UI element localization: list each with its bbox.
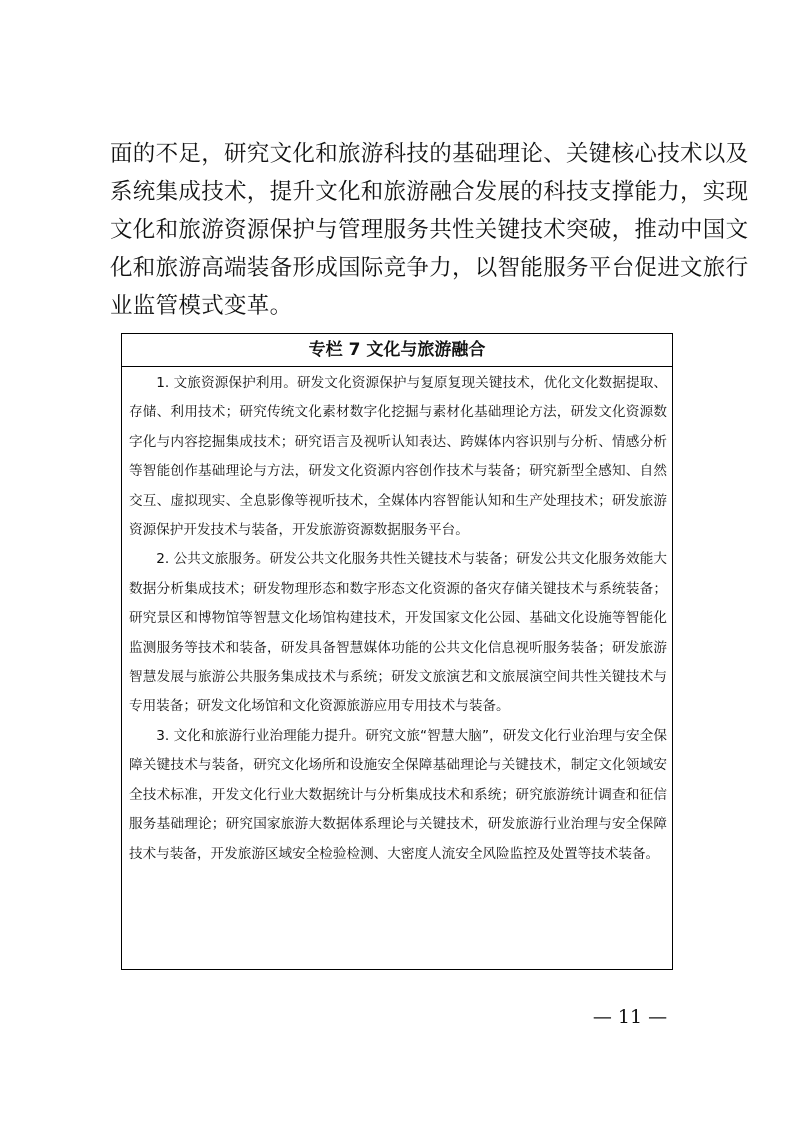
paragraph-line: 面的不足，研究文化和旅游科技的基础理论、关键核心技术以及 [110, 141, 749, 167]
box-title: 专栏 7 文化与旅游融合 [122, 334, 672, 367]
paragraph-line: 文化和旅游资源保护与管理服务共性关键技术突破，推动中国文 [110, 217, 749, 243]
paragraph-line: 系统集成技术，提升文化和旅游融合发展的科技支撑能力，实现 [110, 179, 749, 205]
paragraph-line: 化和旅游高端装备形成国际竞争力，以智能服务平台促进文旅行 [110, 255, 749, 281]
paragraph-line: 业监管模式变革。 [110, 293, 293, 319]
box-body [129, 369, 667, 869]
page-number: — 11 — [592, 1006, 668, 1028]
box-item: 2. 公共文旅服务。研发公共文化服务共性关键技术与装备；研发公共文化服务效能大数据分析集成技术；研发物理形态和数字形态文化资源的备灾存储关键技术与系统装备；研究景区和博物馆等智慧文化场馆构建技术，开发国家文化公园、基础文化设施等智能化监测服务等技术和装备，研发具备智慧媒体功能的公共文化信息视听服务装备；研发旅游智慧发展与旅游公共服务集成技术与系统；研发文旅演艺和文旅展演空间共性关键技术与专用装备；研发文化场馆和文化资源旅游应用专用技术与装备。 [129, 551, 667, 715]
box-item: 3. 文化和旅游行业治理能力提升。研究文旅“智慧大脑”，研发文化行业治理与安全保障关键技术与装备，研究文化场所和设施安全保障基础理论与关键技术，制定文化领域安全技术标准，开发文化行业大数据统计与分析集成技术和系统；研究旅游统计调查和征信服务基础理论；研究国家旅游大数据体系理论与关键技术，研发旅游行业治理与安全保障技术与装备，开发旅游区域安全检验检测、大密度人流安全风险监控及处置等技术装备。 [129, 727, 667, 862]
box-item: 1. 文旅资源保护利用。研发文化资源保护与复原复现关键技术，优化文化数据提取、存储、利用技术；研究传统文化素材数字化挖掘与素材化基础理论方法，研发文化资源数字化与内容挖掘集成技术；研究语言及视听认知表达、跨媒体内容识别与分析、情感分析等智能创作基础理论与方法，研发文化资源内容创作技术与装备；研究新型全感知、自然交互、虚拟现实、全息影像等视听技术，全媒体内容智能认知和生产处理技术；研发旅游资源保护开发技术与装备，开发旅游资源数据服务平台。 [129, 375, 667, 539]
special-column-box [121, 333, 673, 970]
